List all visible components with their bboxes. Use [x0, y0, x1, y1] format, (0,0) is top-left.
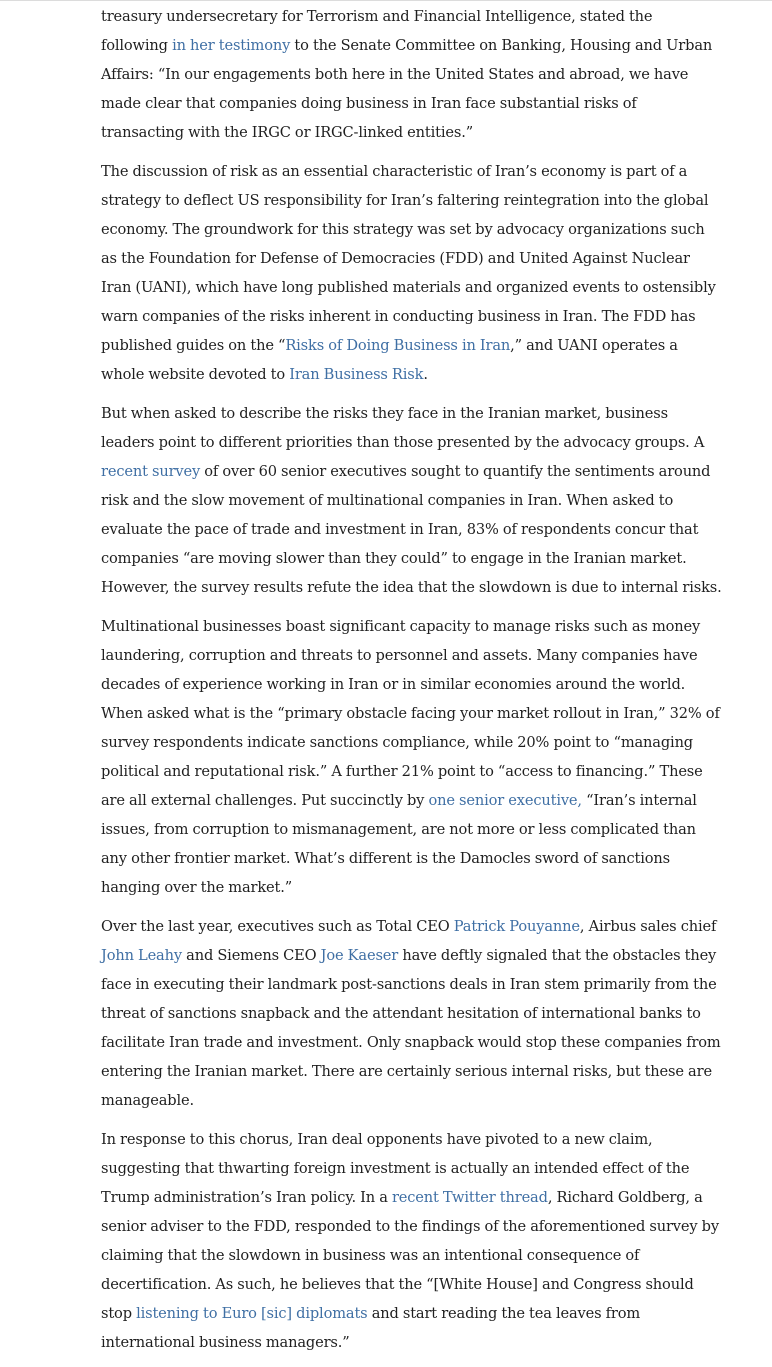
paragraph-risk-strategy	[101, 157, 723, 389]
link-recent-survey[interactable]: recent survey	[101, 463, 201, 480]
link-one-senior-executive[interactable]: one senior executive,	[428, 792, 582, 809]
text-run: Multinational businesses boast significant capacity to manage risks such as money laundering, corruption and threats to personnel and assets. Many companies have decades of experience working in Iran or in similar economies around the world. When asked what is the “primary obstacle facing your market rollout in Iran,” 32% of survey respondents indicate sanctions compliance, while 20% point to “managing political and reputational risk.” A further 21% point to “access to financing.” These are all external challenges. Put succinctly by	[101, 618, 720, 809]
text-run: But when asked to describe the risks they face in the Iranian market, business leaders point to different priorities than those presented by the advocacy groups. A	[101, 405, 705, 451]
text-run: , Richard Goldberg, a senior adviser to the FDD, responded to the findings of the aforementioned survey by claiming that the slowdown in business was an intentional consequence of decertification. As such, he believes that the “[White House] and Congress should stop	[101, 1189, 719, 1322]
link-patrick-pouyanne[interactable]: Patrick Pouyanne	[453, 918, 580, 935]
article-body	[101, 2, 723, 1367]
text-run: of over 60 senior executives sought to quantify the sentiments around risk and the slow movement of multinational companies in Iran. When asked to evaluate the pace of trade and investment in Iran, 83% of respondents concur that companies “are moving slower than they could” to engage in the Iranian market. However, the survey results refute the idea that the slowdown is due to internal risks.	[101, 463, 722, 596]
top-divider	[0, 0, 772, 1]
paragraph-executives	[101, 912, 723, 1115]
paragraph-survey	[101, 399, 723, 602]
link-john-leahy[interactable]: John Leahy	[101, 947, 182, 964]
text-run: In response to this chorus, Iran deal opponents have pivoted to a new claim, suggesting that thwarting foreign investment is actually an intended effect of the Trump administration’s Iran policy. In a	[101, 1131, 690, 1206]
text-run: to the Senate Committee on Banking, Housing and Urban Affairs: “In our engagements both here in the United States and abroad, we have made clear that companies doing business in Iran face substantial risks of transacting with the IRGC or IRGC-linked entities.”	[101, 37, 713, 141]
text-run: , Airbus sales chief	[579, 918, 717, 935]
paragraph-opponents-claim	[101, 1125, 723, 1357]
link-joe-kaeser[interactable]: Joe Kaeser	[320, 947, 399, 964]
text-run: ,” and UANI operates a whole website devoted to	[101, 337, 678, 383]
text-run: and start reading the tea leaves from international business managers.”	[101, 1305, 641, 1351]
text-run: “Iran’s internal issues, from corruption to mismanagement, are not more or less complicated than any other frontier market. What’s different is the Damocles sword of sanctions hanging over the market.”	[101, 792, 697, 896]
link-listening-to-euro-diplomats[interactable]: listening to Euro [sic] diplomats	[136, 1305, 368, 1322]
link-iran-business-risk[interactable]: Iran Business Risk	[289, 366, 424, 383]
text-run: .	[423, 366, 428, 383]
text-run: Over the last year, executives such as Total CEO	[101, 918, 454, 935]
link-her-testimony[interactable]: in her testimony	[172, 37, 291, 54]
text-run: The discussion of risk as an essential characteristic of Iran’s economy is part of a strategy to deflect US responsibility for Iran’s faltering reintegration into the global economy. The groundwork for this strategy was set by advocacy organizations such as the Foundation for Defense of Democracies (FDD) and United Against Nuclear Iran (UANI), which have long published materials and organized events to ostensibly warn companies of the risks inherent in conducting business in Iran. The FDD has published guides on the “	[101, 163, 716, 354]
paragraph-testimony	[101, 2, 723, 147]
text-run: treasury undersecretary for Terrorism and Financial Intelligence, stated the following	[101, 8, 653, 54]
link-risks-of-doing-business[interactable]: Risks of Doing Business in Iran	[285, 337, 511, 354]
link-recent-twitter-thread[interactable]: recent Twitter thread	[391, 1189, 548, 1206]
paragraph-risk-management	[101, 612, 723, 902]
text-run: have deftly signaled that the obstacles they face in executing their landmark post-sanctions deals in Iran stem primarily from the threat of sanctions snapback and the attendant hesitation of international banks to facilitate Iran trade and investment. Only snapback would stop these companies from entering the Iranian market. There are certainly serious internal risks, but these are manageable.	[101, 947, 721, 1109]
text-run: and Siemens CEO	[181, 947, 321, 964]
